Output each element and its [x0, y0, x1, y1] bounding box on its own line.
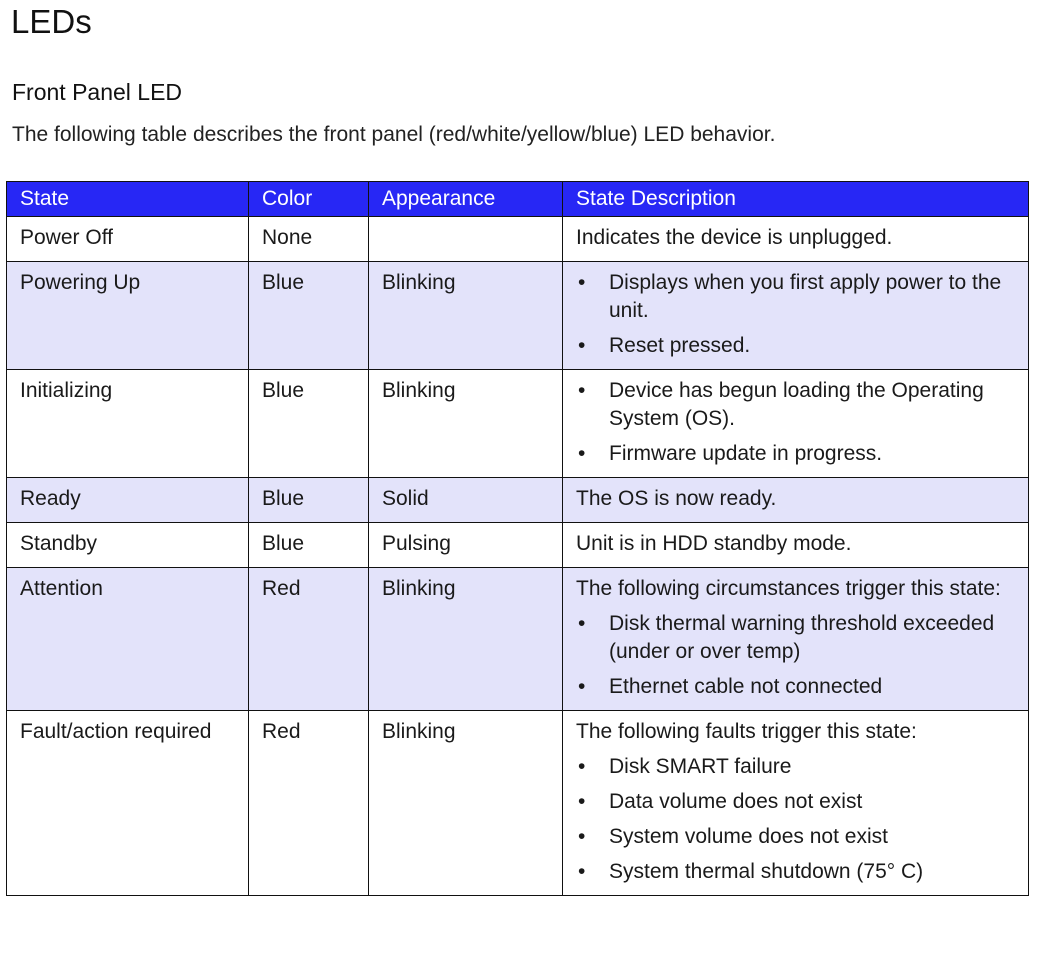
bullet-dot-icon: •: [578, 860, 586, 883]
state-cell: Attention: [7, 568, 249, 711]
description-text: Indicates the device is unplugged.: [576, 226, 893, 249]
bullet-item: [576, 440, 1016, 468]
state-cell: Initializing: [7, 370, 249, 478]
bullet-text: Ethernet cable not connected: [609, 675, 883, 698]
table-row: [7, 217, 1029, 262]
state-description-cell: [563, 523, 1029, 568]
bullet-dot-icon: •: [578, 825, 586, 848]
bullet-text: Device has begun loading the Operating System (OS).: [609, 379, 984, 430]
led-behavior-table: [6, 181, 1029, 896]
bullet-dot-icon: •: [578, 442, 586, 465]
appearance-cell: Blinking: [369, 711, 563, 896]
description-text: The following faults trigger this state:: [576, 720, 917, 743]
bullet-dot-icon: •: [578, 271, 586, 294]
state-cell: Power Off: [7, 217, 249, 262]
bullet-item: [576, 269, 1016, 325]
appearance-cell: [369, 217, 563, 262]
section-title: Front Panel LED: [12, 79, 183, 105]
color-cell: Blue: [249, 478, 369, 523]
bullet-item: [576, 610, 1016, 666]
bullet-text: Reset pressed.: [609, 334, 751, 357]
color-cell: Red: [249, 711, 369, 896]
state-description-cell: [563, 370, 1029, 478]
state-description-cell: [563, 568, 1029, 711]
color-cell: Blue: [249, 262, 369, 370]
bullet-item: [576, 823, 1016, 851]
color-cell: Red: [249, 568, 369, 711]
bullet-item: [576, 377, 1016, 433]
bullet-dot-icon: •: [578, 755, 586, 778]
bullet-dot-icon: •: [578, 379, 586, 402]
appearance-cell: Pulsing: [369, 523, 563, 568]
bullet-dot-icon: •: [578, 790, 586, 813]
description-text: The OS is now ready.: [576, 487, 777, 510]
description-text: The following circumstances trigger this state:: [576, 577, 1001, 600]
table-row: [7, 370, 1029, 478]
column-header-color: Color: [249, 182, 369, 217]
column-header-appearance: Appearance: [369, 182, 563, 217]
state-cell: Ready: [7, 478, 249, 523]
color-cell: Blue: [249, 523, 369, 568]
bullet-item: [576, 788, 1016, 816]
column-header-state: State: [7, 182, 249, 217]
table-row: [7, 478, 1029, 523]
bullet-item: [576, 673, 1016, 701]
table-row: [7, 568, 1029, 711]
column-header-state-description: State Description: [563, 182, 1029, 217]
description-bullet-list: [576, 377, 1016, 468]
table-header-row: [7, 182, 1029, 217]
appearance-cell: Solid: [369, 478, 563, 523]
bullet-text: Displays when you first apply power to the unit.: [609, 271, 1002, 322]
description-bullet-list: [576, 610, 1016, 701]
bullet-dot-icon: •: [578, 675, 586, 698]
bullet-item: [576, 332, 1016, 360]
table-body: [7, 217, 1029, 896]
bullet-text: Disk thermal warning threshold exceeded (under or over temp): [609, 612, 995, 663]
description-text: Unit is in HDD standby mode.: [576, 532, 852, 555]
state-description-cell: [563, 711, 1029, 896]
bullet-dot-icon: •: [578, 334, 586, 357]
bullet-item: [576, 753, 1016, 781]
table-row: [7, 523, 1029, 568]
state-description-cell: [563, 478, 1029, 523]
table-row: [7, 711, 1029, 896]
state-description-cell: [563, 262, 1029, 370]
description-bullet-list: [576, 753, 1016, 886]
color-cell: None: [249, 217, 369, 262]
state-description-cell: [563, 217, 1029, 262]
page-title: LEDs: [11, 3, 92, 40]
bullet-dot-icon: •: [578, 612, 586, 635]
color-cell: Blue: [249, 370, 369, 478]
appearance-cell: Blinking: [369, 568, 563, 711]
bullet-text: System volume does not exist: [609, 825, 888, 848]
appearance-cell: Blinking: [369, 262, 563, 370]
state-cell: Powering Up: [7, 262, 249, 370]
bullet-item: [576, 858, 1016, 886]
bullet-text: Firmware update in progress.: [609, 442, 883, 465]
state-cell: Fault/action required: [7, 711, 249, 896]
appearance-cell: Blinking: [369, 370, 563, 478]
table-row: [7, 262, 1029, 370]
bullet-text: Data volume does not exist: [609, 790, 863, 813]
state-cell: Standby: [7, 523, 249, 568]
bullet-text: Disk SMART failure: [609, 755, 792, 778]
bullet-text: System thermal shutdown (75° C): [609, 860, 924, 883]
description-bullet-list: [576, 269, 1016, 360]
intro-paragraph: The following table describes the front panel (red/white/yellow/blue) LED behavior.: [12, 123, 776, 146]
